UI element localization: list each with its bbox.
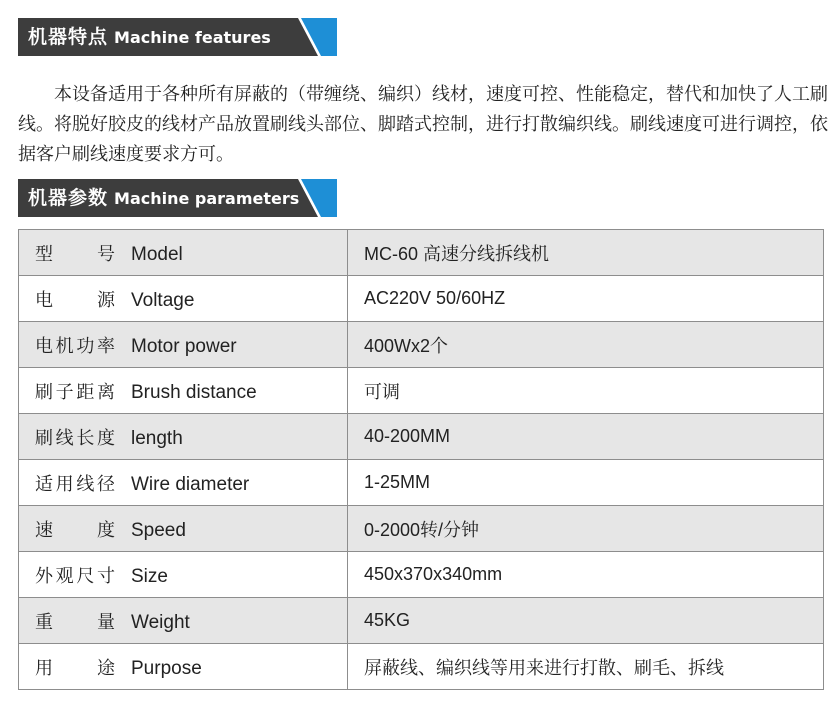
param-value	[348, 322, 824, 368]
param-label-en: Motor power	[131, 335, 237, 357]
param-label-en: Voltage	[131, 289, 195, 311]
features-title-cn: 机器特点	[28, 26, 109, 48]
features-title-en: Machine features	[114, 28, 271, 47]
params-header	[18, 179, 338, 217]
param-label-cn: 型号	[35, 243, 115, 265]
table-row	[19, 230, 824, 276]
params-title	[28, 179, 299, 217]
param-value	[348, 368, 824, 414]
param-label-cn: 外观尺寸	[35, 565, 115, 587]
param-label	[19, 644, 348, 690]
param-value-text: 40-200MM	[364, 426, 451, 446]
param-label	[19, 598, 348, 644]
table-row	[19, 414, 824, 460]
param-value	[348, 506, 824, 552]
param-value-text: 可调	[364, 381, 400, 402]
param-label	[19, 368, 348, 414]
param-value-text: 450x370x340mm	[364, 564, 503, 584]
param-label-cn: 速度	[35, 519, 115, 541]
param-value-text: 1-25MM	[364, 472, 431, 492]
param-label	[19, 460, 348, 506]
features-header	[18, 18, 338, 56]
table-row	[19, 598, 824, 644]
param-label-en: length	[131, 427, 183, 449]
param-label	[19, 414, 348, 460]
param-label	[19, 276, 348, 322]
param-value-text: 400Wx2个	[364, 335, 449, 356]
param-value	[348, 276, 824, 322]
table-row	[19, 276, 824, 322]
table-row	[19, 322, 824, 368]
param-label	[19, 322, 348, 368]
param-value	[348, 598, 824, 644]
param-label-cn: 电源	[35, 289, 115, 311]
param-label-en: Model	[131, 243, 183, 265]
param-label-en: Purpose	[131, 657, 202, 679]
table-row	[19, 644, 824, 690]
features-title	[28, 18, 271, 56]
param-value-text: MC-60 高速分线拆线机	[364, 243, 550, 264]
params-table	[18, 229, 824, 690]
param-label-cn: 刷子距离	[35, 381, 115, 403]
table-row	[19, 506, 824, 552]
param-label-cn: 电机功率	[35, 335, 115, 357]
params-title-cn: 机器参数	[28, 187, 109, 209]
param-value-text: AC220V 50/60HZ	[364, 288, 506, 308]
param-label-cn: 重量	[35, 611, 115, 633]
param-label	[19, 552, 348, 598]
param-label-en: Size	[131, 565, 168, 587]
table-row	[19, 460, 824, 506]
param-value	[348, 644, 824, 690]
param-value-text: 45KG	[364, 610, 411, 630]
param-label	[19, 230, 348, 276]
param-value	[348, 552, 824, 598]
param-label-cn: 用途	[35, 657, 115, 679]
param-label-cn: 刷线长度	[35, 427, 115, 449]
table-row	[19, 552, 824, 598]
param-label-en: Speed	[131, 519, 186, 541]
param-label-en: Brush distance	[131, 381, 257, 403]
param-label-en: Wire diameter	[131, 473, 250, 495]
param-value-text: 0-2000转/分钟	[364, 519, 480, 540]
intro-text: 本设备适用于各种所有屏蔽的（带缠绕、编织）线材，速度可控、性能稳定，替代和加快了人工刷线。将脱好胶皮的线材产品放置刷线头部位、脚踏式控制，进行打散编织线。刷线速度可进行调控，依据客户刷线速度要求方可。	[18, 84, 828, 165]
param-value	[348, 414, 824, 460]
param-value	[348, 460, 824, 506]
table-row	[19, 368, 824, 414]
param-label-cn: 适用线径	[35, 473, 115, 495]
param-value	[348, 230, 824, 276]
param-label	[19, 506, 348, 552]
param-value-text: 屏蔽线、编织线等用来进行打散、刷毛、拆线	[364, 657, 724, 678]
params-title-en: Machine parameters	[114, 189, 300, 208]
intro-paragraph	[18, 80, 828, 170]
param-label-en: Weight	[131, 611, 190, 633]
